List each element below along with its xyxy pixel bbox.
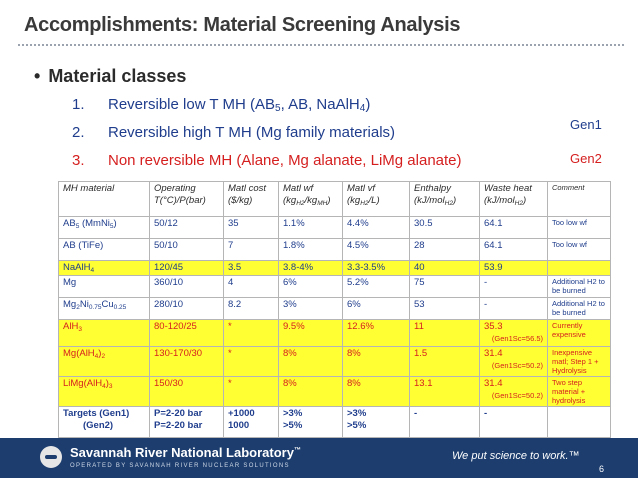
cell-waste-heat [480, 347, 548, 377]
cell-text: >3% [347, 408, 367, 419]
cell-enthalpy: 40 [410, 261, 480, 276]
cell-text: >5% [347, 420, 367, 431]
cell-text: NaAlH [63, 262, 91, 273]
cell-vf: 5.2% [343, 276, 410, 298]
cell-waste-heat [480, 320, 548, 347]
cell-text: P=2-20 bar [154, 408, 203, 419]
cell-cost: * [224, 320, 279, 347]
cell-enthalpy: 75 [410, 276, 480, 298]
subscript: 5 [75, 223, 80, 230]
header-wf [279, 182, 343, 217]
cell-text: 35.3 [484, 321, 503, 332]
cell-operating: 50/10 [150, 239, 224, 261]
cell-enthalpy: 53 [410, 298, 480, 320]
bullet-dot-icon: • [34, 66, 41, 86]
subscript: 4 [90, 267, 95, 274]
cell-material [59, 261, 150, 276]
cell-vf: 6% [343, 298, 410, 320]
cell-waste-heat: 64.1 [480, 217, 548, 239]
subscript: 5 [275, 103, 281, 114]
footer-bar [0, 438, 638, 478]
srnl-logo-icon [40, 446, 62, 468]
cell-wf: 8% [279, 377, 343, 407]
subscript: 5 [109, 223, 114, 230]
cell-operating: 120/45 [150, 261, 224, 276]
cell-cost: 3.5 [224, 261, 279, 276]
cell-comment: Too low wf [548, 239, 611, 261]
organization-subtitle: OPERATED BY SAVANNAH RIVER NUCLEAR SOLUTIONS [70, 463, 290, 469]
cell-text: ) [522, 195, 527, 206]
gen2-label: Gen2 [570, 151, 602, 166]
subscript: H2 [360, 200, 369, 207]
cell-targets-vf [343, 407, 410, 438]
list-number: 1. [72, 96, 85, 113]
cell-text: Comment [552, 183, 585, 192]
cell-cost: * [224, 377, 279, 407]
list-number: 3. [72, 152, 85, 169]
cell-comment [548, 261, 611, 276]
table-header-row [59, 182, 611, 217]
cell-text: >5% [283, 420, 303, 431]
cell-material: AB (TiFe) [59, 239, 150, 261]
cell-operating: 150/30 [150, 377, 224, 407]
slogan: We put science to work.™ [452, 450, 580, 462]
subscript: H2 [444, 200, 453, 207]
subscript: 4 [102, 383, 106, 390]
cell-operating: 80-120/25 [150, 320, 224, 347]
organization-name: Savannah River National Laboratory™ [70, 445, 301, 460]
cell-wf: 6% [279, 276, 343, 298]
cell-text: LiMg(AlH [63, 378, 103, 389]
cell-wf: 9.5% [279, 320, 343, 347]
cell-operating: 360/10 [150, 276, 224, 298]
subscript: H2 [296, 200, 305, 207]
table-row-highlighted [59, 347, 611, 377]
cell-text: Matl vf [347, 183, 375, 194]
cell-cost: 7 [224, 239, 279, 261]
cell-text: (MmNi [79, 218, 110, 229]
gen1-label: Gen1 [570, 117, 602, 132]
cell-waste-heat [480, 377, 548, 407]
cell-text: (Gen1Sc=56.5) [491, 334, 543, 343]
list-text: Non reversible MH (Alane, Mg alanate, LiMg alanate) [108, 152, 462, 169]
cell-enthalpy: 1.5 [410, 347, 480, 377]
cell-text: ) [98, 348, 102, 359]
list-text: , AB, NaAlH [280, 96, 360, 113]
cell-cost: 4 [224, 276, 279, 298]
header-waste-heat [480, 182, 548, 217]
cell-waste-heat: 64.1 [480, 239, 548, 261]
cell-enthalpy: 30.5 [410, 217, 480, 239]
subscript: 4 [359, 103, 366, 114]
cell-comment: Currently expensive [548, 320, 611, 347]
cell-targets-operating [150, 407, 224, 438]
subscript: 3 [108, 383, 113, 390]
cell-text: ) [452, 195, 457, 206]
subscript: 2 [101, 353, 106, 360]
cell-text: /L) [368, 195, 380, 206]
cell-wf: 3% [279, 298, 343, 320]
table-row-targets [59, 407, 611, 438]
cell-text: (kJ/mol [414, 195, 445, 206]
cell-comment: Additional H2 to be burned [548, 276, 611, 298]
cell-targets-label [59, 407, 150, 438]
table-row [59, 298, 611, 320]
cell-operating: 130-170/30 [150, 347, 224, 377]
cell-operating: 280/10 [150, 298, 224, 320]
cell-operating: 50/12 [150, 217, 224, 239]
cell-enthalpy: 28 [410, 239, 480, 261]
cell-text: ) [113, 218, 117, 229]
cell-comment: Additional H2 to be burned [548, 298, 611, 320]
cell-wf: 1.1% [279, 217, 343, 239]
table-row [59, 239, 611, 261]
cell-text: /kg [304, 195, 318, 206]
table-row-highlighted [59, 377, 611, 407]
cell-text: Mg(AlH [63, 348, 95, 359]
table-row-highlighted [59, 320, 611, 347]
cell-material [59, 347, 150, 377]
cell-text: Waste heat [484, 183, 532, 194]
cell-targets-waste-heat: - [480, 407, 548, 438]
cell-text: Matl wf [283, 183, 314, 194]
cell-text: AlH [63, 321, 79, 332]
cell-text: ) [327, 195, 331, 206]
cell-vf: 3.3-3.5% [343, 261, 410, 276]
cell-text: MH material [63, 183, 115, 194]
list-text: Reversible low T MH (AB [108, 96, 275, 113]
bullet-text: Material classes [48, 66, 187, 86]
header-operating [150, 182, 224, 217]
cell-text: +1000 [228, 408, 255, 419]
cell-text: (kg [283, 195, 297, 206]
cell-targets-enthalpy: - [410, 407, 480, 438]
cell-waste-heat: - [480, 298, 548, 320]
table-row [59, 276, 611, 298]
cell-text: >3% [283, 408, 303, 419]
cell-text: ($/kg) [228, 195, 253, 206]
cell-cost: * [224, 347, 279, 377]
material-table [58, 181, 611, 438]
cell-text: T(°C)/P(bar) [154, 195, 206, 206]
cell-text: (Gen2) [83, 420, 114, 431]
cell-material [59, 377, 150, 407]
header-cost [224, 182, 279, 217]
cell-text: (kg [347, 195, 361, 206]
header-comment [548, 182, 611, 217]
subscript: 2 [76, 304, 80, 311]
slide-title: Accomplishments: Material Screening Analysis [24, 14, 461, 36]
cell-comment: Inexpensive matl; Step 1 + Hydrolysis [548, 347, 611, 377]
cell-waste-heat: - [480, 276, 548, 298]
subscript: 4 [94, 353, 99, 360]
cell-vf: 8% [343, 377, 410, 407]
cell-cost: 35 [224, 217, 279, 239]
cell-targets-wf [279, 407, 343, 438]
cell-waste-heat: 53.9 [480, 261, 548, 276]
cell-text: Cu [101, 299, 114, 310]
header-vf [343, 182, 410, 217]
title-divider [18, 44, 624, 46]
cell-text: Matl cost [228, 183, 267, 194]
cell-text: Mg [63, 299, 77, 310]
table-row [59, 217, 611, 239]
cell-enthalpy: 13.1 [410, 377, 480, 407]
cell-material: Mg [59, 276, 150, 298]
subscript: 3 [78, 326, 82, 333]
cell-wf: 1.8% [279, 239, 343, 261]
cell-text: 1000 [228, 420, 250, 431]
cell-text: AB [63, 218, 76, 229]
cell-targets-cost [224, 407, 279, 438]
cell-text: (kJ/mol [484, 195, 515, 206]
cell-material [59, 217, 150, 239]
cell-cost: 8.2 [224, 298, 279, 320]
cell-vf: 12.6% [343, 320, 410, 347]
cell-vf: 4.5% [343, 239, 410, 261]
bullet-heading [34, 66, 186, 87]
cell-text: ) [105, 378, 109, 389]
cell-vf: 4.4% [343, 217, 410, 239]
cell-text: (Gen1Sc=50.2) [491, 361, 543, 370]
cell-text: 31.4 [484, 378, 503, 389]
list-number: 2. [72, 124, 85, 141]
list-text: Reversible high T MH (Mg family materials) [108, 124, 396, 141]
cell-text: Operating [154, 183, 196, 194]
header-enthalpy [410, 182, 480, 217]
cell-text: Ni [79, 299, 89, 310]
cell-text: (Gen1Sc=50.2) [491, 391, 543, 400]
cell-comment: Too low wf [548, 217, 611, 239]
list-text: ) [365, 96, 371, 113]
page-number: 6 [599, 464, 605, 474]
cell-text: 31.4 [484, 348, 503, 359]
list-item-1 [72, 96, 370, 113]
cell-text: Enthalpy [414, 183, 451, 194]
list-item-2 [72, 124, 395, 141]
cell-material [59, 298, 150, 320]
cell-wf: 8% [279, 347, 343, 377]
cell-text: Targets (Gen1) [63, 408, 130, 419]
cell-text: P=2-20 bar [154, 420, 203, 431]
subscript: 0.25 [113, 304, 127, 311]
cell-enthalpy: 11 [410, 320, 480, 347]
cell-material [59, 320, 150, 347]
subscript: MH [317, 200, 328, 207]
cell-vf: 8% [343, 347, 410, 377]
header-material [59, 182, 150, 217]
subscript: H2 [514, 200, 523, 207]
cell-targets-comment [548, 407, 611, 438]
cell-wf: 3.8-4% [279, 261, 343, 276]
table-row-highlighted [59, 261, 611, 276]
cell-comment: Two step material + hydrolysis [548, 377, 611, 407]
list-item-3 [72, 152, 462, 169]
subscript: 0.75 [88, 304, 102, 311]
